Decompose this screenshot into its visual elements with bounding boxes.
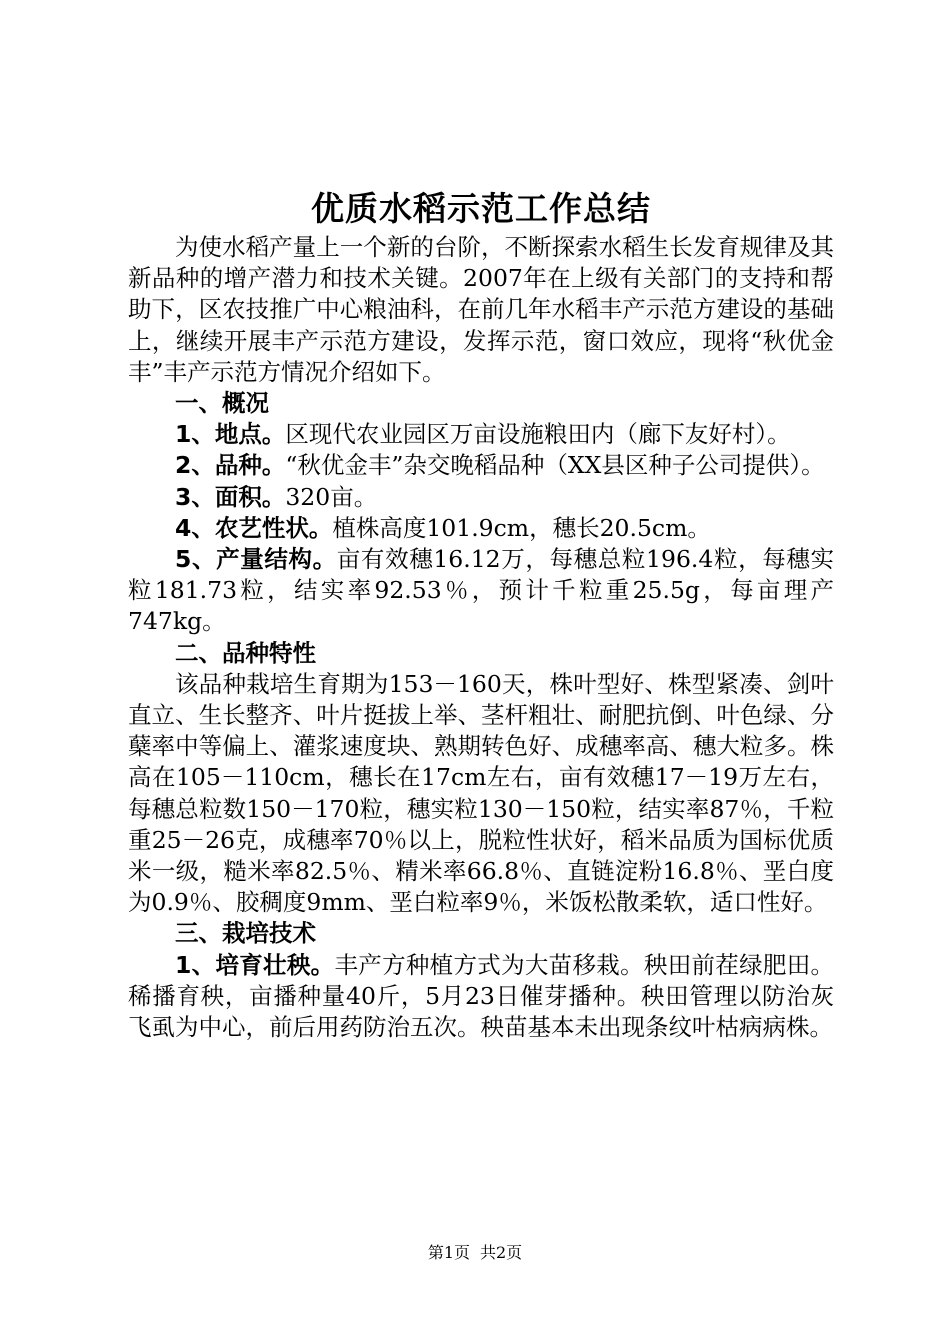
section-heading-cultivation: 三、栽培技术 (175, 919, 316, 948)
document-title: 优质水稻示范工作总结 (311, 189, 651, 228)
page-total: 共2页 (480, 1243, 523, 1262)
item-lead: 2、品种。 (175, 451, 286, 480)
overview-item-yield (128, 544, 834, 638)
item-text: 植株高度101.9cm，穗长20.5cm。 (332, 513, 711, 542)
item-lead: 3、面积。 (175, 482, 286, 511)
section-heading-characteristics: 二、品种特性 (175, 638, 316, 667)
item-lead: 4、农艺性状。 (175, 513, 333, 542)
item-text: “秋优金丰”杂交晚稻品种（XX县区种子公司提供）。 (285, 451, 825, 480)
item-text: 亩有效穗16.12万，每穗总粒196.4粒，每穗实粒181.73粒，结实率92.53％，预计千粒重25.5g，每亩理产747kg。 (128, 545, 834, 636)
page-number: 第1页 (427, 1243, 470, 1262)
overview-item-variety (128, 450, 834, 481)
intro-paragraph: 为使水稻产量上一个新的台阶，不断探索水稻生长发育规律及其新品种的增产潜力和技术关键。2007年在上级有关部门的支持和帮助下，区农技推广中心粮油科，在前几年水稻丰产示范方建设的基础上，继续开展丰产示范方建设，发挥示范，窗口效应，现将“秋优金丰”丰产示范方情况介绍如下。 (128, 233, 834, 386)
page-footer (0, 1243, 950, 1263)
overview-item-location (128, 419, 834, 450)
item-lead: 1、培育壮秧。 (175, 950, 335, 979)
cultivation-item-seedlings (128, 950, 834, 1044)
overview-item-area (128, 482, 834, 513)
section-heading-overview: 一、概况 (175, 389, 269, 418)
item-lead: 1、地点。 (175, 420, 286, 449)
document-body (128, 232, 834, 1043)
characteristics-paragraph: 该品种栽培生育期为153－160天，株叶型好、株型紧凑、剑叶直立、生长整齐、叶片挺拔上举、茎杆粗壮、耐肥抗倒、叶色绿、分蘖率中等偏上、灌浆速度块、熟期转色好、成穗率高、穗大粒多。株高在105－110cm，穗长在17cm左右，亩有效穗17－19万左右，每穗总粒数150－170粒，穗实粒130－150粒，结实率87％，千粒重25－26克，成穗率70％以上，脱粒性状好，稻米品质为国标优质米一级，糙米率82.5％、精米率66.8％、直链淀粉16.8％、垩白度为0.9％、胶稠度9mm、垩白粒率9％，米饭松散柔软，适口性好。 (128, 669, 834, 917)
overview-item-traits (128, 513, 834, 544)
item-text: 区现代农业园区万亩设施粮田内（廊下友好村）。 (285, 420, 791, 449)
item-text: 丰产方种植方式为大苗移栽。秧田前茬绿肥田。稀播育秧，亩播种量40斤，5月23日催芽播种。秧田管理以防治灰飞虱为中心，前后用药防治五次。秧苗基本未出现条纹叶枯病病株。 (128, 950, 834, 1042)
item-lead: 5、产量结构。 (175, 545, 337, 574)
item-text: 320亩。 (285, 482, 378, 511)
